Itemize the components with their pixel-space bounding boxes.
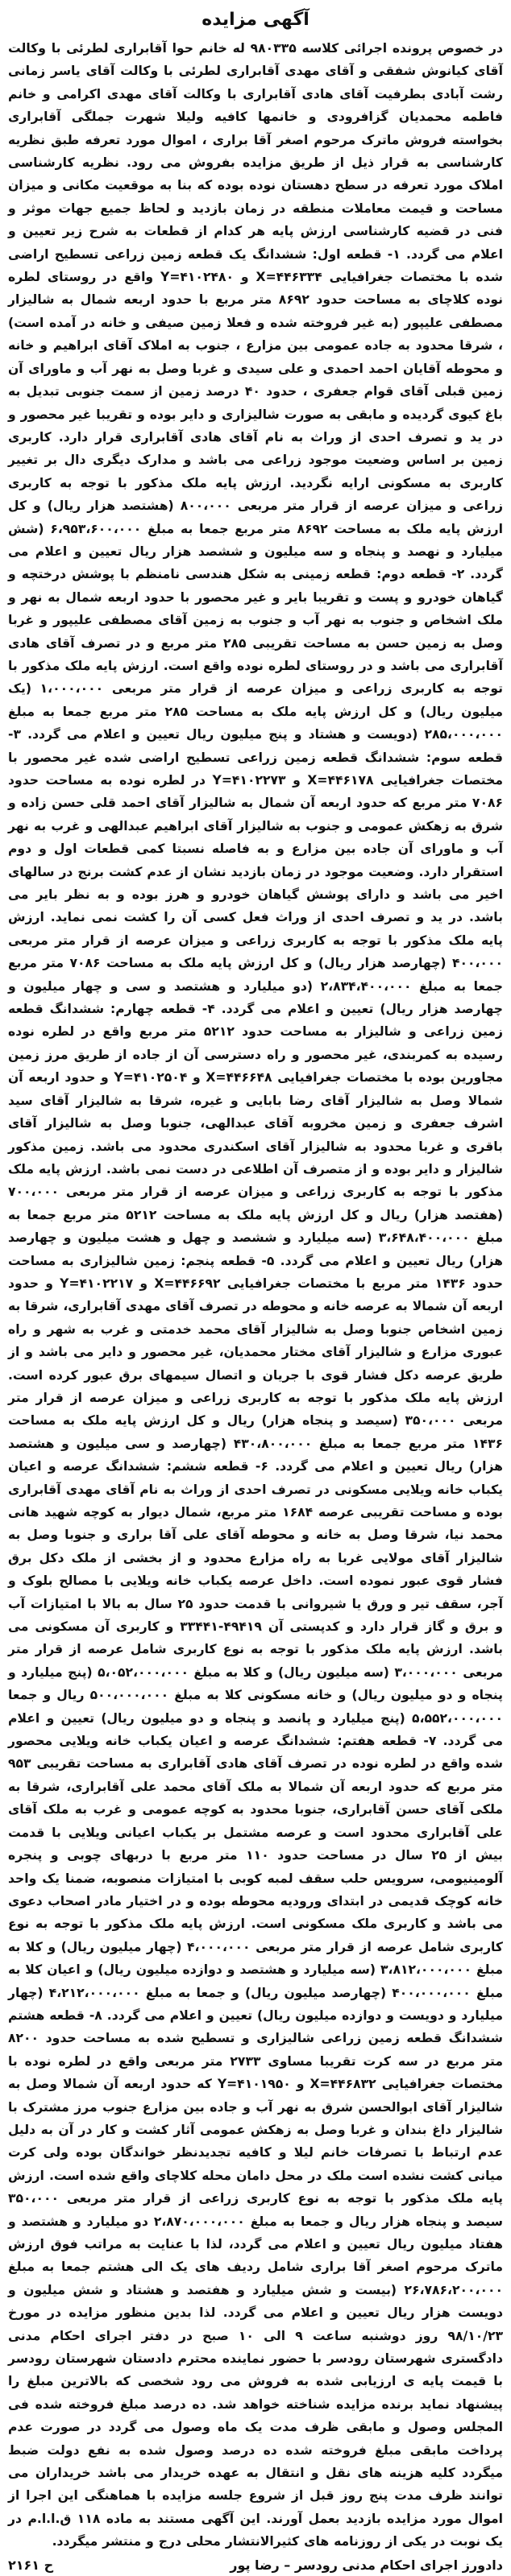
notice-title: آگهی مزایده [201, 10, 310, 30]
notice-ref-code: ح ۲۱۶۱ [8, 2557, 54, 2573]
notice-signature: دادورز اجرای احکام مدنی رودسر – رضا پور [230, 2557, 503, 2573]
notice-body: در خصوص پرونده اجرائی کلاسه ۹۸۰۳۳۵ له خانم حوا آقابراری لطرئی با وکالت آقای کیانوش شفقی و آقای مهدی آقابراری لطرئی با وکالت آقای یاسر زمانی رشت آبادی بطرفیت آقای هادی آقابراری با وکالت آقای مهدی اکرامی و خانم فاطمه محمدیان گزافرودی و خانمها کافیه ولیلا شهرت جملگی آقابراری بخواسته فروش ماترک مرحوم اصغر آقا براری ، اموال مورد تعرفه طبق نظریه کارشناسی به قرار ذیل از طریق مزایده بفروش می رود. نظریه کارشناسی املاک مورد تعرفه در سطح دهستان نوده بوده که بنا به موقعیت مکانی و میزان مساحت و قیمت معاملات منطقه در زمان بازدید و لحاظ جمیع جهات موثر و فنی در قضیه کارشناسی ارزش پایه هر کدام از قطعات به شرح زیر تعیین و اعلام می گردد. ۱- قطعه اول: ششدانگ یک قطعه زمین زراعی تسطیح اراضی شده با مختصات جغرافیایی X=۴۴۶۳۳۴ و Y=۴۱۰۲۴۸۰ واقع در روستای لطره نوده کلاچای به مساحت حدود ۸۶۹۲ متر مربع با حدود اربعه شمال به شالیزار مصطفی علیپور (به غیر فروخته شده و فعلا زمین صیفی و خانه در آمده است) ، شرقا محدود به جاده عمومی بین مزارع ، جنوب به املاک آقای ابراهیم و خانه و محوطه آقایان احمد احمدی و علی سیدی و غربا وصل به نهر آب و ماورای آن زمین قبلی آقای قوام جعفری ، حدود ۴۰ درصد زمین از سمت جنوبی تبدیل به باغ کیوی گردیده و مابقی به صورت شالیزاری و دایر بوده و تقریبا غیر محصور و در ید و تصرف احدی از وراث به نام آقای هادی آقابراری قرار دارد. کاربری زمین بر اساس وضعیت موجود زراعی می باشد و مدارک دیگری دال بر تغییر کاربری به مسکونی ارایه نگردید. ارزش پایه ملک مذکور با توجه به کاربری زراعی و میزان عرصه از قرار متر مربعی ۸۰۰،۰۰۰ (هشتصد هزار ریال) و کل ارزش پایه ملک به مساحت ۸۶۹۲ متر مربع جمعا به مبلغ ۶،۹۵۳،۶۰۰،۰۰۰ (شش میلیارد و نهصد و پنجاه و سه میلیون و ششصد هزار ریال تعیین و اعلام می گردد. ۲- قطعه دوم: قطعه زمینی به شکل هندسی نامنظم با پوشش درختچه و گیاهان خودرو و پست و تقریبا بایر و غیر محصور با حدود اربعه شمال به نهر و ملک اشخاص و جنوب به نهر آب و جنوب به زمین آقای مصطفی علیپور و غربا وصل به زمین حسن به مساحت تقریبی ۲۸۵ متر مربع و در تصرف آقای هادی آقابراری می باشد و در روستای لطره نوده واقع است. ارزش پایه ملک مذکور با توجه به کاربری زراعی و میزان عرصه از قرار متر مربعی ۱،۰۰۰،۰۰۰ (یک میلیون ریال) و کل ارزش پایه ملک به مساحت ۲۸۵ متر مربع جمعا به مبلغ ۲۸۵،۰۰۰،۰۰۰ (دویست و هشتاد و پنج میلیون ریال تعیین و اعلام می گردد. ۳- قطعه سوم: ششدانگ قطعه زمین زراعی تسطیح اراضی شده غیر محصور با مختصات جغرافیایی X=۴۴۶۱۷۸ و Y=۴۱۰۲۲۷۳ در لطره نوده به مساحت حدود ۷۰۸۶ متر مربع که حدود اربعه آن شمال به شالیزار آقای احمد قلی حسن زاده و شرق به زهکش عمومی و جنوب به شالیزار آقای ابراهیم عبدالهی و غرب به نهر آب و ماورای آن جاده بین مزارع و به فاصله نسبتا کمی قطعات اول و دوم استقرار دارد. وضعیت موجود در زمان بازدید نشان از عدم کشت برنج در سالهای اخیر می باشد و دارای پوشش گیاهان خودرو و هرز بوده و به نظر بایر می باشد. در ید و تصرف احدی از وراث فعل کسی آن را کشت نمی نماید. ارزش پایه ملک مذکور با توجه به کاربری زراعی و میزان عرصه از قرار متر مربعی ۴۰۰،۰۰۰ (چهارصد هزار ریال) و کل ارزش پایه ملک به مساحت ۷۰۸۶ متر مربع جمعا به مبلغ ۲،۸۳۴،۴۰۰،۰۰۰ (دو میلیارد و هشتصد و سی و چهار میلیون و چهارصد هزار ریال) تعیین و اعلام می گردد. ۴- قطعه چهارم: ششدانگ قطعه زمین زراعی و شالیزار به مساحت حدود ۵۲۱۲ متر مربع واقع در لطره نوده رسیده به کمربندی، غیر محصور و راه دسترسی آن از جاده از طریق مرز زمین مجاورین بوده با مختصات جغرافیایی X=۴۴۶۶۴۸ و Y=۴۱۰۲۵۰۴ و حدود اربعه آن شمالا وصل به شالیزار آقای رضا بابایی و غیره، شرقا به شالیزار آقای سید اشرف جعفری و زمین مخروبه آقای عبدالهی، جنوبا وصل به شالیزار آقای باقری و غربا محدود به شالیزار آقای اسکندری محدود می باشد. زمین مذکور شالیزار و دایر بوده و از متصرف آن اطلاعی در دست نمی باشد. ارزش پایه ملک مذکور با توجه به کاربری زراعی و میزان عرصه از قرار متر مربعی ۷۰۰،۰۰۰ (هفتصد هزار) ریال و کل ارزش پایه ملک به مساحت ۵۲۱۲ متر مربع جمعا به مبلغ ۳،۶۴۸،۴۰۰،۰۰۰ (سه میلیارد و ششصد و چهل و هشت میلیون و چهارصد هزار) ریال تعیین و اعلام می گردد. ۵- قطعه پنجم: زمین شالیزاری به مساحت حدود ۱۴۳۶ متر مربع با مختصات جغرافیایی X=۴۴۶۶۹۲ و Y=۴۱۰۲۲۱۷ و حدود اربعه آن شمالا به عرصه خانه و محوطه در تصرف آقای مهدی آقابراری، شرقا به زمین اشخاص جنوبا وصل به شالیزار آقای محمد خدمتی و غرب به شهر و راه عبوری مزارع و شالیزار آقای مختار محمدیان، غیر محصور و دایر می باشد و از طریق عرصه دکل فشار قوی با جریان و اتصال سیمهای برق عبور کرده است. ارزش پایه ملک مذکور با توجه به کاربری زراعی و میزان عرصه از قرار متر مربعی ۳۵۰،۰۰۰ (سیصد و پنجاه هزار) ریال و کل ارزش پایه ملک به مساحت ۱۴۳۶ متر مربع جمعا به مبلغ ۴۳۰،۸۰۰،۰۰۰ (چهارصد و سی میلیون و هشتصد هزار) ریال تعیین و اعلام می گردد. ۶- قطعه ششم: ششدانگ عرصه و اعیان یکباب خانه ویلایی مسکونی در تصرف احدی از وراث به نام آقای مهدی آقابراری بوده و مساحت تقریبی عرصه ۱۶۸۴ متر مربع، شمال دیوار به کوچه شهید هانی محمد نیا، شرقا وصل به خانه و محوطه آقای علی آقا براری و جنوبا وصل به شالیزار آقای مولایی غربا به راه مزارع محدود و از بخشی از ملک دکل برق فشار قوی عبور نموده است. داخل عرصه یکباب خانه ویلایی با مصالح بلوک و آجر، سقف تیر و ورق یا شیروانی با قدمت حدود ۲۵ سال به بالا با امتیازات آب و برق و گاز قرار دارد و کدپستی آن ۴۹۴۱۹-۳۳۴۴۱ و کاربری آن مسکونی می باشد. ارزش پایه ملک مذکور با توجه به نوع کاربری شامل عرصه از قرار متر مربعی ۳،۰۰۰،۰۰۰ (سه میلیون ریال) و کلا به مبلغ ۵،۰۵۲،۰۰۰،۰۰۰ (پنج میلیارد و پنجاه و دو میلیون ریال) و خانه مسکونی کلا به مبلغ ۵۰۰،۰۰۰،۰۰۰ ریال و جمعا ۵،۵۵۲،۰۰۰،۰۰۰ (پنج میلیارد و پانصد و پنجاه و دو میلیون ریال) تعیین و اعلام می گردد. ۷- قطعه هفتم: ششدانگ عرصه و اعیان یکباب خانه ویلایی محصور شده واقع در لطره نوده در تصرف آقای هادی آقابراری به مساحت تقریبی ۹۵۳ متر مربع که حدود اربعه آن شمالا به ملک آقای محمد علی آقابراری، شرقا به ملکی آقای حسن آقابراری، جنوبا محدود به کوچه عمومی و غرب به ملک آقای علی آقابراری محدود است و عرصه مشتمل بر یکباب اعیانی ویلایی با قدمت بیش از ۲۵ سال در مساحت حدود ۱۱۰ متر مربع با دربهای چوبی و پنجره آلومینیومی، سرویس حلب سقف لمبه کوبی با امتیازات منصوبه، ضمنا یک واحد خانه کوچک قدیمی در ابتدای ورودیه محوطه بوده و در اختیار مادر اصحاب دعوی می باشد و کاربری ملک مسکونی است. ارزش پایه ملک مذکور با توجه به نوع کاربری شامل عرصه از قرار متر مربعی ۴،۰۰۰،۰۰۰ (چهار میلیون ریال) و کلا به مبلغ ۳،۸۱۲،۰۰۰،۰۰۰ (سه میلیارد و هشتصد و دوازده میلیون ریال) و اعیان کلا به مبلغ ۴۰۰،۰۰۰،۰۰۰ (چهارصد میلیون ریال) و جمعا به مبلغ ۴،۲۱۲،۰۰۰،۰۰۰ (چهار میلیارد و دویست و دوازده میلیون ریال) تعیین و اعلام می گردد. ۸- قطعه هشتم ششدانگ قطعه زمین زراعی شالیزاری و تسطیح شده به مساحت حدود ۸۲۰۰ متر مربع در سه کرت تقریبا مساوی ۲۷۳۳ متر مربعی واقع در لطره نوده با مختصات جغرافیایی X=۴۴۶۸۳۲ و Y=۴۱۰۱۹۵۰ که حدود اربعه آن شمالا وصل به شالیزار آقای ابوالحسن شرق به نهر آب و جاده بین مزارع جنوب مرز مشترک با شالیزار داغ بندان و غربا وصل به زهکش عمومی آثار کشت و کار در آن به دلیل عدم ارتباط با تصرفات خانم لیلا و کافیه تجدیدنظر خواندگان بوده ولی کرت میانی کشت نشده است ملک در محل دامان محله کلاچای واقع شده است. ارزش پایه ملک مذکور با توجه به نوع کاربری زراعی از قرار متر مربعی ۳۵۰،۰۰۰ سیصد و پنجاه هزار ریال و جمعا به مبلغ ۲،۸۷۰،۰۰۰،۰۰۰ دو میلیارد و هشتصد و هفتاد میلیون ریال تعیین و اعلام می گردد، لذا با عنایت به مراتب فوق ارزش ماترک مرحوم اصغر آقا براری شامل ردیف های یک الی هشتم جمعا به مبلغ ۲۶،۷۸۶،۲۰۰،۰۰۰ (بیست و شش میلیارد و هفتصد و هشتاد و شش میلیون و دویست هزار ریال تعیین و اعلام می گردد. لذا بدین منظور مزایده در مورخ ۹۸/۱۰/۲۳ روز دوشنبه ساعت ۹ الی ۱۰ صبح در دفتر اجرای احکام مدنی دادگستری شهرستان رودسر با حضور نماینده محترم دادستان شهرستان رودسر با قیمت پایه ی ارزیابی شده به فروش می رود شخصی که بالاترین مبلغ را پیشنهاد نماید برنده مزایده شناخته خواهد شد. ده درصد مبلغ فروخته شده فی المجلس وصول و مابقی ظرف مدت یک ماه وصول می گردد در صورت عدم پرداخت مابقی مبلغ فروخته شده ده درصد وصول شده به نفع دولت ضبط میگردد کلیه هزینه های نقل و انتقال به عهده خریدار می باشد خریداران می توانند ظرف مدت پنج روز قبل از شروع جلسه مزایده با هماهنگی این اجرا از اموال مورد مزایده بازدید بعمل آورند. این آگهی مستند به ماده ۱۱۸ ق.ا.ا.م در یک نوبت در یکی از روزنامه های کثیرالانتشار محلی درج و منتشر میگردد. [8, 41, 504, 2549]
notice-signature-line [8, 2555, 503, 2576]
